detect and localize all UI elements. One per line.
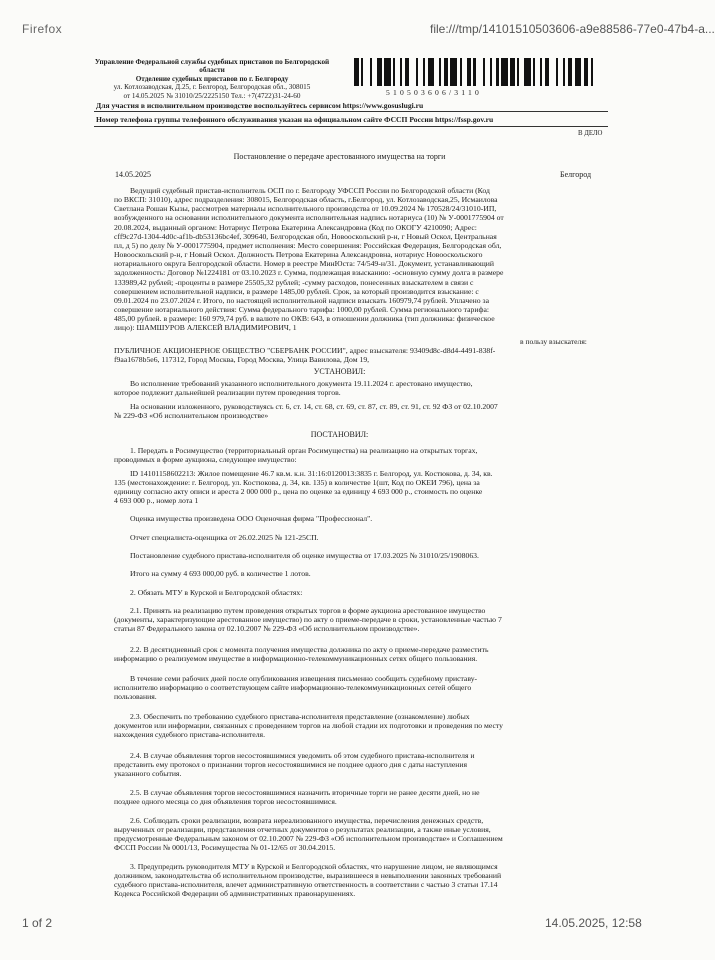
text-line: На основании изложенного, руководствуясь ст. 6, ст. 14, ст. 68, ст. 69, ст. 87, ст. 89, ст. 91, ст. 92 ФЗ от 02.10.2007 — [130, 402, 498, 411]
text-line: информацию о реализуемом имуществе в информационно-телекоммуникационных сетях общего пользования. — [114, 654, 478, 664]
page-counter: 1 of 2 — [22, 916, 53, 930]
text-line: должником, законодательства об исполнительном производстве, выразившееся в невыполнении законных требований — [114, 871, 502, 881]
text-line: Кодекса Российской Федерации об административных правонарушениях. — [114, 889, 356, 899]
report-line: Отчет специалиста-оценщика от 26.02.2025 № 121-25СП. — [130, 533, 319, 542]
document-date: 14.05.2025 — [115, 170, 151, 179]
text-line: вырученных от реализации, представления отчетных документов о результатах реализации, а также иные условия, — [114, 825, 491, 835]
text-line: 1. Передать в Росимущество (территориальный орган Росимущества) на реализацию на открытых торгах, — [130, 446, 478, 455]
text-line: пл, д 5) по делу № У-0001775904, предмет исполнения: Место совершения: Российская Федерация, Белгородская обл, — [114, 240, 502, 250]
text-line: № 229-ФЗ «Об исполнительном производстве» — [114, 411, 269, 421]
barcode-bar — [501, 58, 508, 86]
item-2-2 — [114, 645, 608, 663]
basis-paragraph — [114, 402, 608, 420]
document-reference: от 14.05.2025 № 31010/25/2225150 Тел.: +7(4722)31-24-60 — [123, 91, 301, 100]
barcode-bar — [384, 58, 391, 86]
text-line: статьи 87 Федерального закона от 02.10.2007 № 229-ФЗ «Об исполнительном производстве». — [114, 624, 420, 634]
barcode-bar — [363, 58, 370, 86]
agency-header — [92, 58, 332, 100]
established-heading: УСТАНОВИЛ: — [313, 367, 366, 376]
text-line: лицо): ШАМШУРОВ АЛЕКСЕЙ ВЛАДИМИРОВИЧ, 1 — [114, 323, 297, 333]
text-line: 133989,42 рублей; -проценты в размере 25505,32 рублей; -сумму расходов, понесенных взыскателем в связи с — [114, 277, 474, 287]
text-line: В течение семи рабочих дней после опубликования извещения письменно сообщить судебному приставу- — [130, 674, 478, 683]
document-title: Постановление о передаче арестованного имущества на торги — [233, 152, 446, 161]
established-paragraph — [114, 379, 608, 397]
agency-name-line1: Управление Федеральной службы судебных приставов по Белгородской — [94, 58, 330, 66]
divider — [94, 111, 608, 112]
browser-name: Firefox — [22, 22, 63, 36]
v-delo-stamp: В ДЕЛО — [578, 130, 603, 137]
item-2-5 — [114, 788, 608, 806]
print-datetime: 14.05.2025, 12:58 — [545, 916, 642, 930]
item-3 — [114, 862, 608, 899]
text-line: (документы, характеризующие арестованное имущество) по акту о приеме-передаче в сроки, установленные частью 7 — [114, 615, 502, 625]
text-line: 2.6. Соблюдать сроки реализации, возврата нереализованного имущества, перечисления денежных средств, — [130, 816, 484, 825]
in-favor-label: в пользу взыскателя: — [520, 337, 587, 346]
text-line: указанного события. — [114, 769, 182, 779]
text-line: 135 (местонахождение: г. Белгород, ул. Костюкова, д. 34, кв. 135) в количестве 1(шт, Код по ОКЕИ 796), цена за — [114, 478, 480, 488]
text-line: судебного пристава-исполнителя, влечет административную ответственность в соответствии с частью 3 статьи 17.14 — [114, 880, 498, 890]
text-line: нахождения судебного пристава-исполнителя. — [114, 730, 266, 740]
text-line: нотариального округа Белгородской области. Номер в реестре МинЮста: 74/549-н/31. Документ, устанавливающий — [114, 259, 495, 269]
text-line: проводимых в форме аукциона, следующее имущество: — [114, 455, 297, 465]
barcode-bar — [549, 58, 556, 86]
barcode-bar — [450, 58, 457, 86]
barcode-bar — [428, 58, 435, 86]
item-1 — [114, 446, 608, 464]
text-line: ФССП России № 0001/13, Росимущества № 01-12/65 от 30.04.2015. — [114, 843, 336, 853]
text-line: по ВКСП: 31010), адрес подразделения: 308015, Белгородская область, г.Белгород, ул. Котлозаводская,25, Исмаилова — [114, 195, 498, 205]
item-2-3 — [114, 712, 608, 739]
text-line: 2.2. В десятидневный срок с момента получения имущества должника по акту о приеме-передаче разместить — [130, 645, 489, 654]
text-line: пользования. — [114, 692, 157, 702]
text-line: 2.4. В случае объявления торгов несостоявшимися уведомить об этом судебного пристава-исполнителя и — [130, 751, 475, 760]
text-line: Ведущий судебный пристав-исполнитель ОСП по г. Белгороду УФССП России по Белгородской области (Код — [130, 186, 490, 195]
barcode-bar — [476, 58, 483, 86]
text-line: ID 14101158602213: Жилое помещение 46.7 кв.м. к.н. 31:16:0120013:3835 г. Белгород, ул. Костюкова, д. 34, кв. — [130, 469, 493, 478]
text-line: Во исполнение требований указанного исполнительного документа 19.11.2024 г. арестовано имущество, — [130, 379, 473, 388]
text-line: документов или информации, связанных с проведением торгов на любой стадии их подготовки и проведения по месту — [114, 721, 504, 731]
barcode-bar — [524, 58, 531, 86]
property-description — [114, 469, 608, 506]
acceptance-line: Постановление судебного пристава-исполнителя об оценке имущества от 17.03.2025 № 31010/25/1908063. — [130, 551, 479, 560]
text-line: 20.08.2024, выданный органом: Нотариус Петрова Екатерина Александровна (Код по ОКОГУ 4210090; Адрес: — [114, 222, 477, 232]
text-line: ПУБЛИЧНОЕ АКЦИОНЕРНОЕ ОБЩЕСТВО "СБЕРБАНК РОССИИ", адрес взыскателя: 93409d8c-d8d4-4491-838f- — [114, 346, 496, 355]
department-address: ул. Котлозаводская, Д.25, г. Белгород, Белгородская обл., 308015 — [113, 83, 311, 92]
barcode-bar — [575, 58, 582, 86]
text-line: представить ему протокол о признании торгов несостоявшимися не позднее одного дня с даты наступления — [114, 760, 468, 770]
barcode-bar — [409, 58, 416, 86]
text-line: предусмотренные Федеральным законом от 02.10.2007 № 229-ФЗ «Об исполнительном производстве» и Соглашением — [114, 834, 503, 844]
text-line: возбужденного на основании исполнительного документа исполнительная надпись нотариуса (10) № У-0001775904 от — [114, 213, 504, 223]
item-2-2-notice — [114, 674, 608, 701]
department-name: Отделение судебных приставов по г. Белгороду — [135, 74, 289, 83]
text-line: исполнителю информацию о соответствующем сайте информационно-телекоммуникационных сетей общего — [114, 683, 472, 693]
intro-paragraph — [114, 186, 608, 333]
text-line: 2.1. Принять на реализацию путем проведения открытых торгов в форме аукциона арестованное имущество — [130, 606, 486, 615]
text-line: совершением исполнительной надписи, в размере 1485,00 рублей. Срок, за который производится взыскание: с — [114, 286, 479, 296]
text-line: Светлана Рошан Кызы, рассмотрев материалы исполнительного производства от 10.09.2024 № 170528/24/31010-ИП, — [114, 204, 497, 214]
item-2-1 — [114, 606, 608, 633]
total-line: Итого на сумму 4 693 000,00 руб. в количестве 1 лотов. — [130, 569, 311, 578]
barcode-number: 510503606/3110 — [386, 88, 482, 97]
document-city: Белгород — [560, 170, 592, 179]
barcode — [354, 58, 598, 86]
text-line: позднее одного месяца со дня объявления торгов несостоявшимися. — [114, 797, 337, 807]
text-line: единицу согласно акту описи и ареста 2 000 000 р., цена по оценке за единицу 4 693 000 р., стоимость по оценке — [114, 487, 483, 497]
text-line: 485,00 рублей. в размере: 160 979,74 руб. в валюте по ОКВ: 643, в отношении должника (тип должника: физическое — [114, 314, 495, 324]
page-url: file:///tmp/14101510503606-a9e88586-77e0-47b4-a... — [430, 22, 715, 36]
text-line: 2.3. Обеспечить по требованию судебного пристава-исполнителя представление (ознакомление) любых — [130, 712, 470, 721]
item-2-6 — [114, 816, 608, 853]
text-line: f9aa1678b5e6, 117312, Город Москва, Город Москва, Улица Вавилова, Дом 19, — [114, 355, 370, 365]
text-line: 2.5. В случае объявления торгов несостоявшимися назначить вторичные торги не ранее десяти дней, но не — [130, 788, 480, 797]
barcode-bar — [593, 58, 598, 86]
text-line: cff9c27d-1304-4d0c-af1b-db53136bc4ef, 309640, Белгородская обл, Новооскольский р-н, г Новый Оскол, Центральная — [114, 231, 497, 241]
item-2-heading: 2. Обязать МТУ в Курской и Белгородской областях: — [130, 588, 303, 597]
divider — [94, 126, 608, 127]
text-line: совершение нотариального действия: Сумма федерального тарифа: 1000,00 рублей. Сумма регионального тарифа: — [114, 305, 489, 315]
valuation-line: Оценка имущества произведена ООО Оценочная фирма "Профессионал". — [130, 514, 373, 523]
creditor-paragraph — [114, 346, 608, 364]
text-line: 4 693 000 р., номер лота 1 — [114, 496, 199, 506]
text-line: 09.01.2024 по 23.07.2024 г. Итого, по настоящей исполнительной надписи взыскать 160979,74 рублей. Уплачено за — [114, 295, 489, 305]
text-line: Новооскольский р-н, г Новый Оскол. Должность Петрова Екатерина Александровна, нотариус Новооскольского — [114, 250, 483, 260]
resolved-heading: ПОСТАНОВИЛ: — [310, 430, 369, 439]
agency-name-line2: области — [199, 66, 225, 75]
text-line: которое подлежит дальнейшей реализации путем проведения торгов. — [114, 388, 341, 398]
item-2-4 — [114, 751, 608, 778]
text-line: 3. Предупредить руководителя МТУ в Курской и Белгородской областях, что нарушение лицом, не являющимся — [130, 862, 498, 871]
gosuslugi-notice: Для участия в исполнительном производстве воспользуйтесь сервисом https://www.gosuslugi.ru — [96, 101, 424, 110]
phone-notice: Номер телефона группы телефонного обслуживания указан на официальном сайте ФССП России https://fssp.gov.ru — [96, 115, 494, 124]
text-line: задолженность: Договор №1224181 от 03.10.2023 г. Сумма, подлежащая взысканию: -основную сумму долга в размере — [114, 268, 504, 278]
